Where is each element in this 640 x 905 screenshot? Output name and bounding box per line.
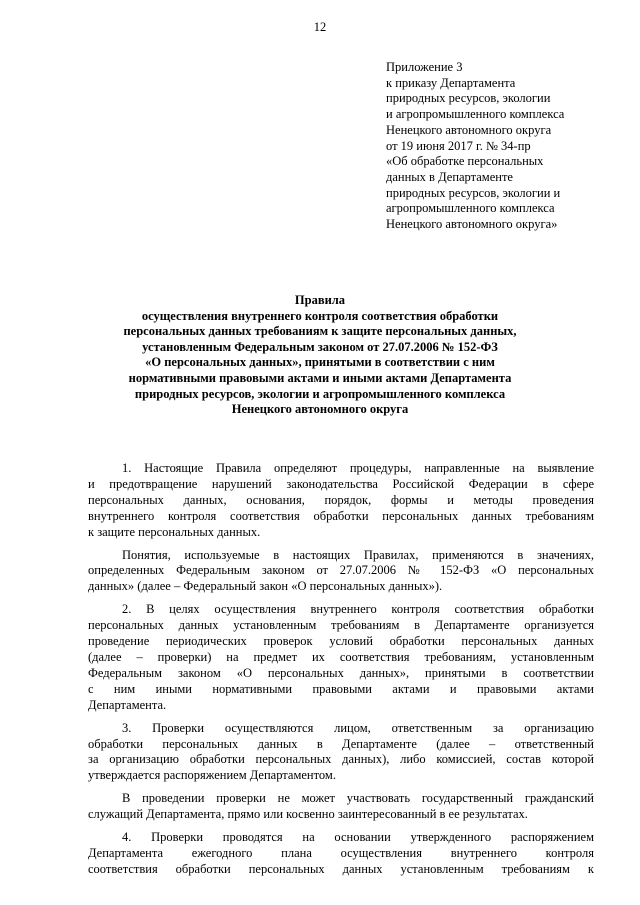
title-line: Ненецкого автономного округа [231, 402, 409, 417]
title-line: персональных данных требованиям к защите персональных данных, [123, 324, 517, 339]
appendix-line: Ненецкого автономного округа» [386, 217, 558, 232]
appendix-line: природных ресурсов, экологии [386, 91, 551, 106]
paragraph-line: за организацию обработки персональных данных), либо комиссией, состав которой [88, 752, 594, 767]
paragraph [88, 830, 594, 878]
title-line: установленным Федеральным законом от 27.07.2006 № 152-ФЗ [142, 339, 498, 354]
paragraph-line: к защите персональных данных. [88, 524, 261, 539]
paragraph [88, 602, 594, 713]
title-line: природных ресурсов, экологии и агропромышленного комплекса [134, 386, 506, 401]
appendix-line: и агропромышленного комплекса [386, 107, 565, 122]
title-line: осуществления внутреннего контроля соответствия обработки [141, 308, 499, 323]
paragraph-line: Федеральным законом «О персональных данных», принятыми в соответствии [88, 665, 594, 680]
paragraph-line: 3. Проверки осуществляются лицом, ответственным за организацию [122, 720, 594, 735]
paragraph-line: соответствия обработки персональных данных установленным требованиям к [88, 861, 594, 876]
appendix-line: природных ресурсов, экологии и [386, 185, 561, 200]
paragraph-line: служащий Департамента, прямо или косвенно заинтересованный в ее результатах. [88, 807, 528, 822]
paragraph [88, 791, 594, 823]
title-line: «О персональных данных», принятыми в соответствии с ним [145, 355, 495, 370]
paragraph-line: В проведении проверки не может участвовать государственный гражданский [122, 791, 594, 806]
paragraph-line: 4. Проверки проводятся на основании утвержденного распоряжением [122, 830, 594, 845]
title-line: нормативными правовыми актами и иными актами Департамента [128, 370, 512, 385]
paragraph-line: внутреннего контроля соответствия обработки персональных данных требованиям [88, 508, 594, 523]
paragraph-line: данных» (далее – Федеральный закон «О персональных данных»). [88, 579, 443, 594]
document-title [40, 293, 600, 418]
document-body [88, 461, 594, 885]
title-line: Правила [294, 293, 346, 307]
paragraph-line: определенных Федеральным законом от 27.07.2006 № 152-ФЗ «О персональных [88, 563, 594, 578]
paragraph-line: 2. В целях осуществления внутреннего контроля соответствия обработки [122, 602, 594, 617]
paragraph [88, 721, 594, 785]
appendix-line: «Об обработке персональных [386, 154, 544, 169]
paragraph-line: утверждается распоряжением Департаментом. [88, 768, 336, 783]
paragraph-line: Департамента ежегодного плана осуществления внутреннего контроля [88, 845, 594, 860]
paragraph-line: проведение периодических проверок условий обработки персональных данных [88, 634, 594, 649]
paragraph-line: персональных данных, основания, порядок, формы и методы проведения [88, 492, 594, 507]
paragraph-line: обработки персональных данных в Департаменте (далее – ответственный [88, 736, 594, 751]
paragraph-line: (далее – проверки) на предмет их соответствия требованиям, установленным [88, 649, 594, 664]
paragraph-line: и предотвращение нарушений законодательства Российской Федерации в сфере [88, 476, 594, 491]
appendix-header [386, 60, 626, 233]
paragraph [88, 461, 594, 541]
paragraph-line: Департамента. [88, 697, 167, 712]
appendix-line: к приказу Департамента [386, 75, 516, 90]
paragraph-line: персональных данных установленным требованиям в Департаменте организуется [88, 618, 594, 633]
paragraph-line: с ним иными нормативными правовыми актами и правовыми актами [88, 681, 594, 696]
appendix-line: Ненецкого автономного округа [386, 122, 552, 137]
paragraph [88, 548, 594, 596]
paragraph-line: Понятия, используемые в настоящих Правилах, применяются в значениях, [122, 547, 594, 562]
appendix-line: данных в Департаменте [386, 169, 513, 184]
appendix-line: агропромышленного комплекса [386, 201, 555, 216]
appendix-line: Приложение 3 [386, 60, 463, 74]
paragraph-line: 1. Настоящие Правила определяют процедуры, направленные на выявление [122, 461, 594, 475]
page-number: 12 [313, 20, 327, 34]
appendix-line: от 19 июня 2017 г. № 34-пр [386, 138, 531, 153]
